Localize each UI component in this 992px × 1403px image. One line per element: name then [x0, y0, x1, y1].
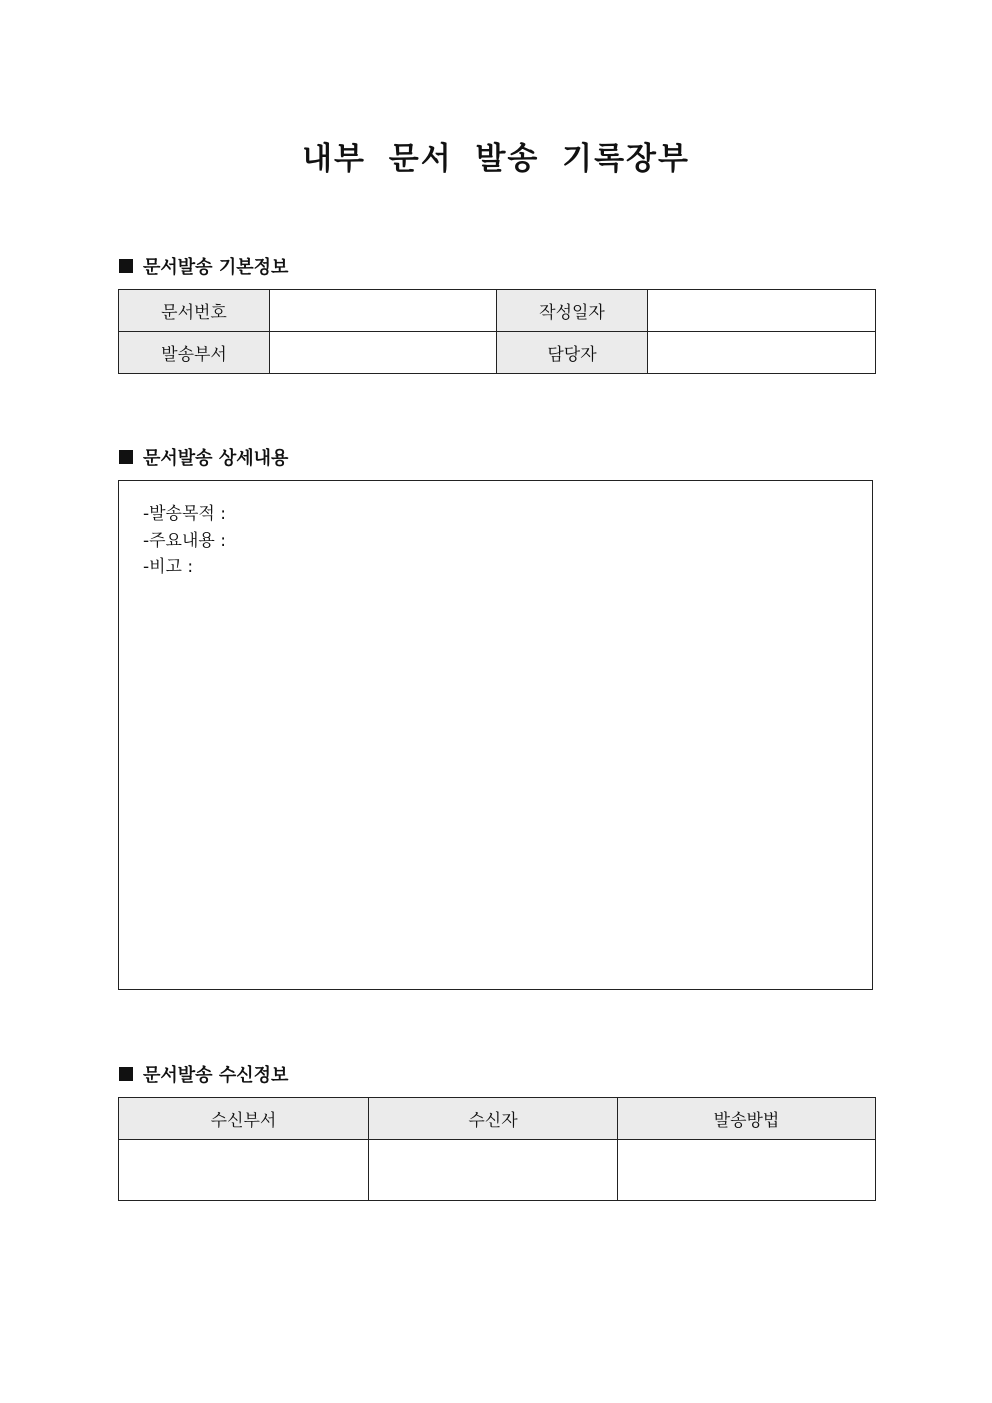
square-bullet-icon [119, 259, 133, 273]
table-row [119, 332, 876, 374]
doc-number-field[interactable] [270, 290, 497, 332]
section-basic-heading [119, 253, 288, 279]
label-sending-dept: 발송부서 [119, 332, 270, 374]
column-header-delivery-method: 발송방법 [618, 1098, 876, 1140]
section-basic-title: 문서발송 기본정보 [143, 257, 289, 278]
column-header-recipient: 수신자 [369, 1098, 618, 1140]
section-recipient-heading [119, 1061, 288, 1087]
detail-content-box[interactable] [118, 480, 873, 990]
detail-main-content-line: -주요내용 : [143, 530, 226, 551]
detail-remarks-line: -비고 : [143, 557, 194, 577]
square-bullet-icon [119, 1067, 133, 1081]
table-row [119, 1140, 876, 1201]
table-row [119, 290, 876, 332]
table-header-row [119, 1098, 876, 1140]
section-recipient-title: 문서발송 수신정보 [143, 1065, 289, 1086]
created-date-field[interactable] [648, 290, 876, 332]
basic-info-table [118, 289, 876, 374]
section-detail-title: 문서발송 상세내용 [143, 448, 289, 469]
recipient-field[interactable] [369, 1140, 618, 1201]
label-person-in-charge: 담당자 [497, 332, 648, 374]
column-header-recipient-dept: 수신부서 [119, 1098, 369, 1140]
delivery-method-field[interactable] [618, 1140, 876, 1201]
detail-purpose-line: -발송목적 : [143, 504, 226, 524]
square-bullet-icon [119, 450, 133, 464]
section-detail-heading [119, 444, 288, 470]
recipient-dept-field[interactable] [119, 1140, 369, 1201]
sending-dept-field[interactable] [270, 332, 497, 374]
label-doc-number: 문서번호 [119, 290, 270, 332]
document-title: 내부 문서 발송 기록장부 [302, 141, 690, 177]
person-in-charge-field[interactable] [648, 332, 876, 374]
recipient-info-table [118, 1097, 876, 1201]
label-created-date: 작성일자 [497, 290, 648, 332]
